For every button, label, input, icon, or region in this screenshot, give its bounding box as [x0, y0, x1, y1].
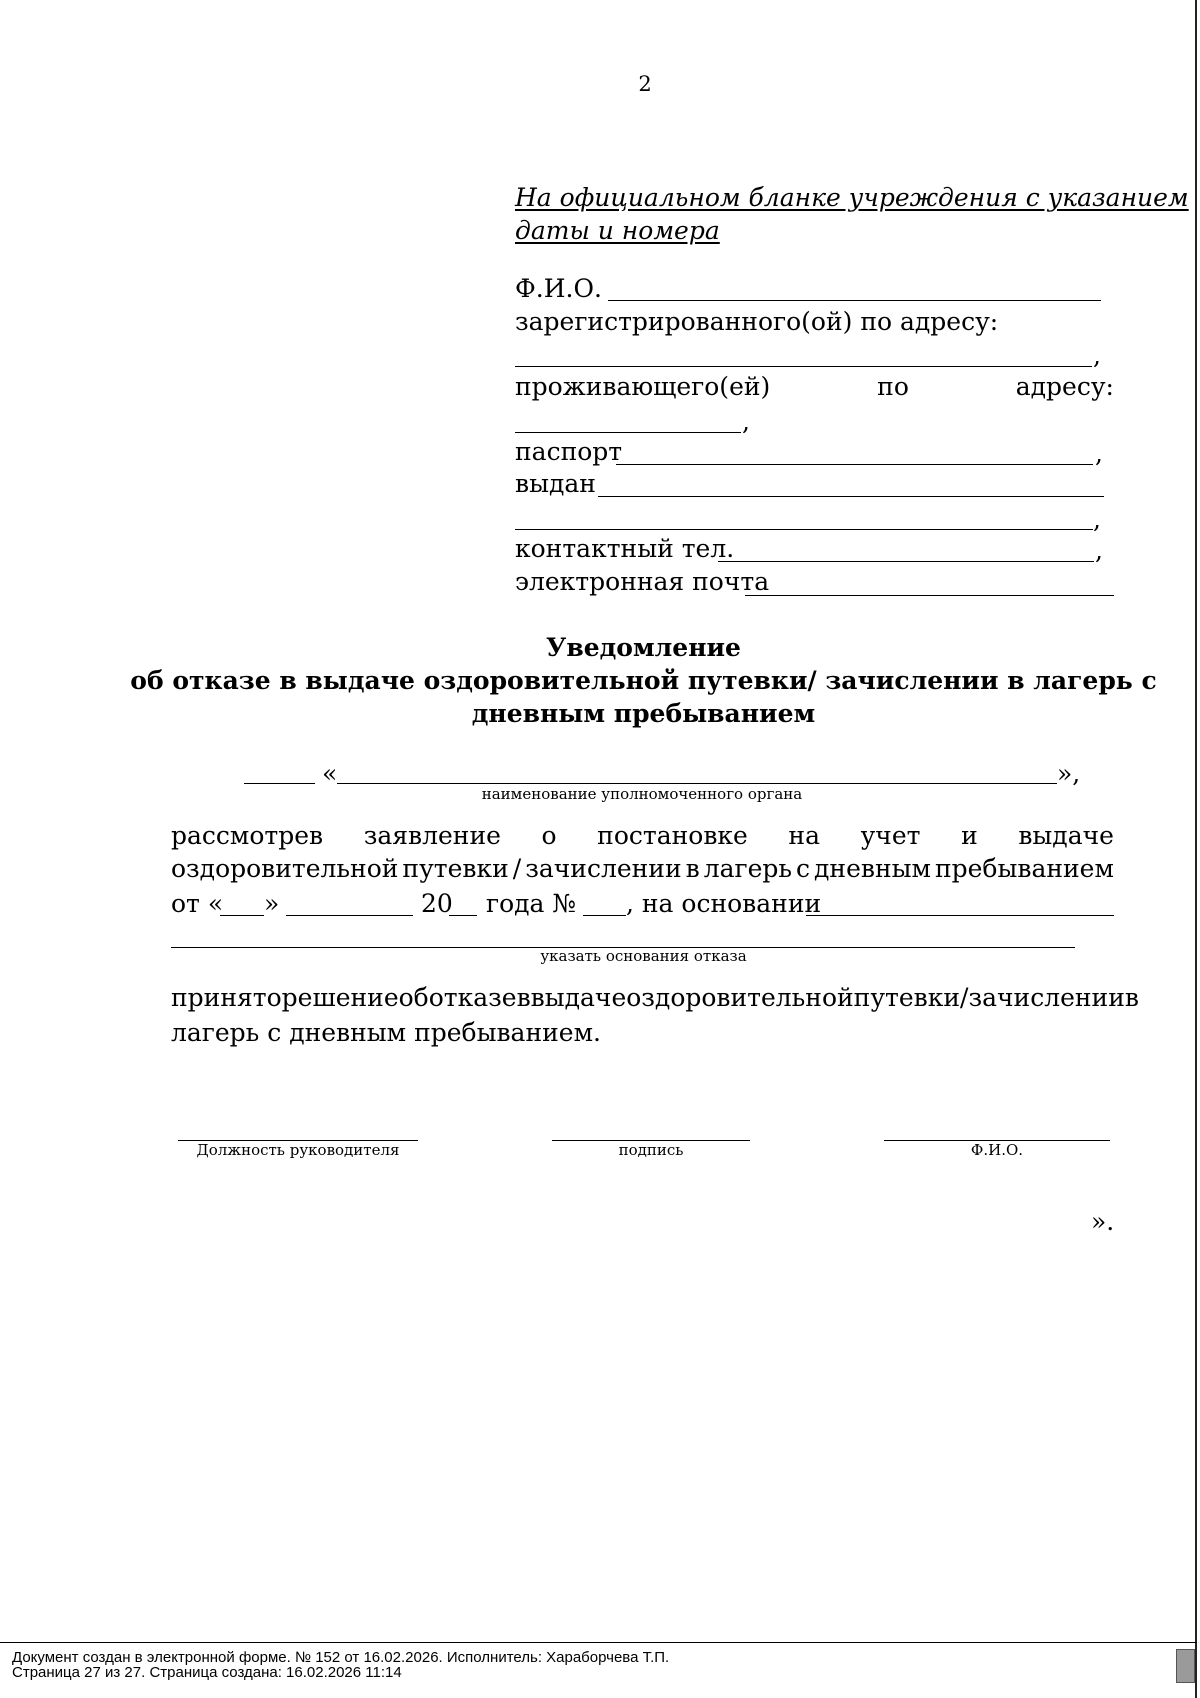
closing-quote: ». [1091, 1207, 1115, 1236]
official-blank-note-line2: даты и номера [515, 216, 720, 245]
phone-line [718, 538, 1094, 562]
comma: , [1095, 536, 1103, 565]
passport-line [616, 441, 1093, 465]
body-word: о [541, 821, 557, 850]
signature-caption: подпись [618, 1141, 684, 1159]
comma: , [742, 407, 750, 436]
living-label [515, 371, 1114, 403]
decision-word: путевки [853, 983, 961, 1012]
body-line-1 [171, 821, 1114, 850]
body-word: в [685, 854, 700, 883]
decision-word: зачислении [968, 983, 1125, 1012]
body-word: выдаче [1018, 821, 1114, 850]
living-word: адресу: [1015, 372, 1114, 401]
notice-title: Уведомление [546, 633, 741, 662]
footer-line-1: Документ создан в электронной форме. № 152 от 16.02.2026. Исполнитель: Хараборчева Т.П. [12, 1649, 670, 1666]
application-number-line [583, 889, 626, 916]
issued-label: выдан [515, 469, 596, 498]
email-line [745, 571, 1114, 596]
basis-line [806, 889, 1114, 916]
authority-caption: наименование уполномоченного органа [481, 785, 803, 803]
body-word: постановке [597, 821, 748, 850]
living-word: по [877, 372, 909, 401]
signature-line [552, 1120, 750, 1141]
date-quote-close: » [264, 889, 280, 918]
living-line [515, 409, 741, 433]
official-blank-note [515, 181, 1189, 247]
registered-line [515, 342, 1092, 367]
comma: , [1093, 341, 1101, 370]
authority-prefix-line [244, 760, 315, 784]
body-word: путевки [402, 854, 509, 883]
body-word: рассмотрев [171, 821, 324, 850]
notice-subtitle-line1: об отказе в выдаче оздоровительной путевки/ зачислении в лагерь с [130, 666, 1157, 695]
date-day-line [220, 889, 264, 916]
footer-line-2: Страница 27 из 27. Страница создана: 16.02.2026 11:14 [12, 1664, 402, 1681]
body-word: заявление [363, 821, 501, 850]
notice-subtitle-line2: дневным пребыванием [471, 699, 816, 728]
decision-word: об [398, 983, 429, 1012]
phone-label: контактный тел. [515, 534, 735, 563]
decision-word: в [516, 983, 531, 1012]
decision-word: в [1124, 983, 1139, 1012]
decision-word: отказе [428, 983, 517, 1012]
fio-line [608, 277, 1101, 301]
body-line-2 [171, 854, 1114, 883]
footer-divider [0, 1642, 1197, 1643]
body-word: лагерь [703, 854, 793, 883]
body-word: учет [860, 821, 921, 850]
decision-line-1 [171, 983, 1139, 1012]
passport-label: паспорт [515, 437, 623, 466]
decision-word: оздоровительной [626, 983, 854, 1012]
reason-line [171, 924, 1075, 948]
decision-word: выдаче [530, 983, 627, 1012]
decision-word: / [960, 983, 969, 1012]
body-word: оздоровительной [171, 854, 399, 883]
official-blank-note-line1: На официальном бланке учреждения с указанием [515, 183, 1189, 212]
emblem-icon [1176, 1649, 1195, 1683]
position-signature-line [178, 1120, 418, 1141]
authority-close-quote: », [1057, 759, 1081, 788]
date-year-prefix: 20 [421, 889, 453, 918]
date-year-line [449, 889, 477, 916]
decision-line-2: лагерь с дневным пребыванием. [171, 1018, 601, 1047]
decision-word: принято [171, 983, 282, 1012]
reason-caption: указать основания отказа [540, 947, 747, 965]
comma: , [1093, 505, 1101, 534]
date-month-line [286, 889, 413, 916]
body-word: / [512, 854, 522, 883]
application-number-label: года № [486, 889, 577, 918]
registered-label: зарегистрированного(ой) по адресу: [515, 307, 999, 336]
decision-word: решение [281, 983, 399, 1012]
fio-signature-line [884, 1120, 1110, 1141]
body-word: зачислении [525, 854, 682, 883]
body-word: и [961, 821, 978, 850]
body-word: дневным [814, 854, 931, 883]
issued-line-2 [515, 506, 1093, 530]
living-word: проживающего(ей) [515, 372, 771, 401]
fio-label: Ф.И.О. [515, 274, 602, 303]
date-from-label: от « [171, 889, 224, 918]
authority-name-line [337, 760, 1057, 784]
body-word: пребыванием [934, 854, 1114, 883]
position-caption: Должность руководителя [196, 1141, 400, 1159]
body-word: на [788, 821, 820, 850]
issued-line [598, 473, 1104, 497]
email-label: электронная почта [515, 567, 770, 596]
comma: , [1095, 439, 1103, 468]
authority-open-quote: « [322, 759, 338, 788]
basis-label: , на основании [626, 889, 822, 918]
page-number: 2 [638, 72, 652, 96]
fio-signature-caption: Ф.И.О. [970, 1141, 1024, 1159]
body-word: с [796, 854, 811, 883]
